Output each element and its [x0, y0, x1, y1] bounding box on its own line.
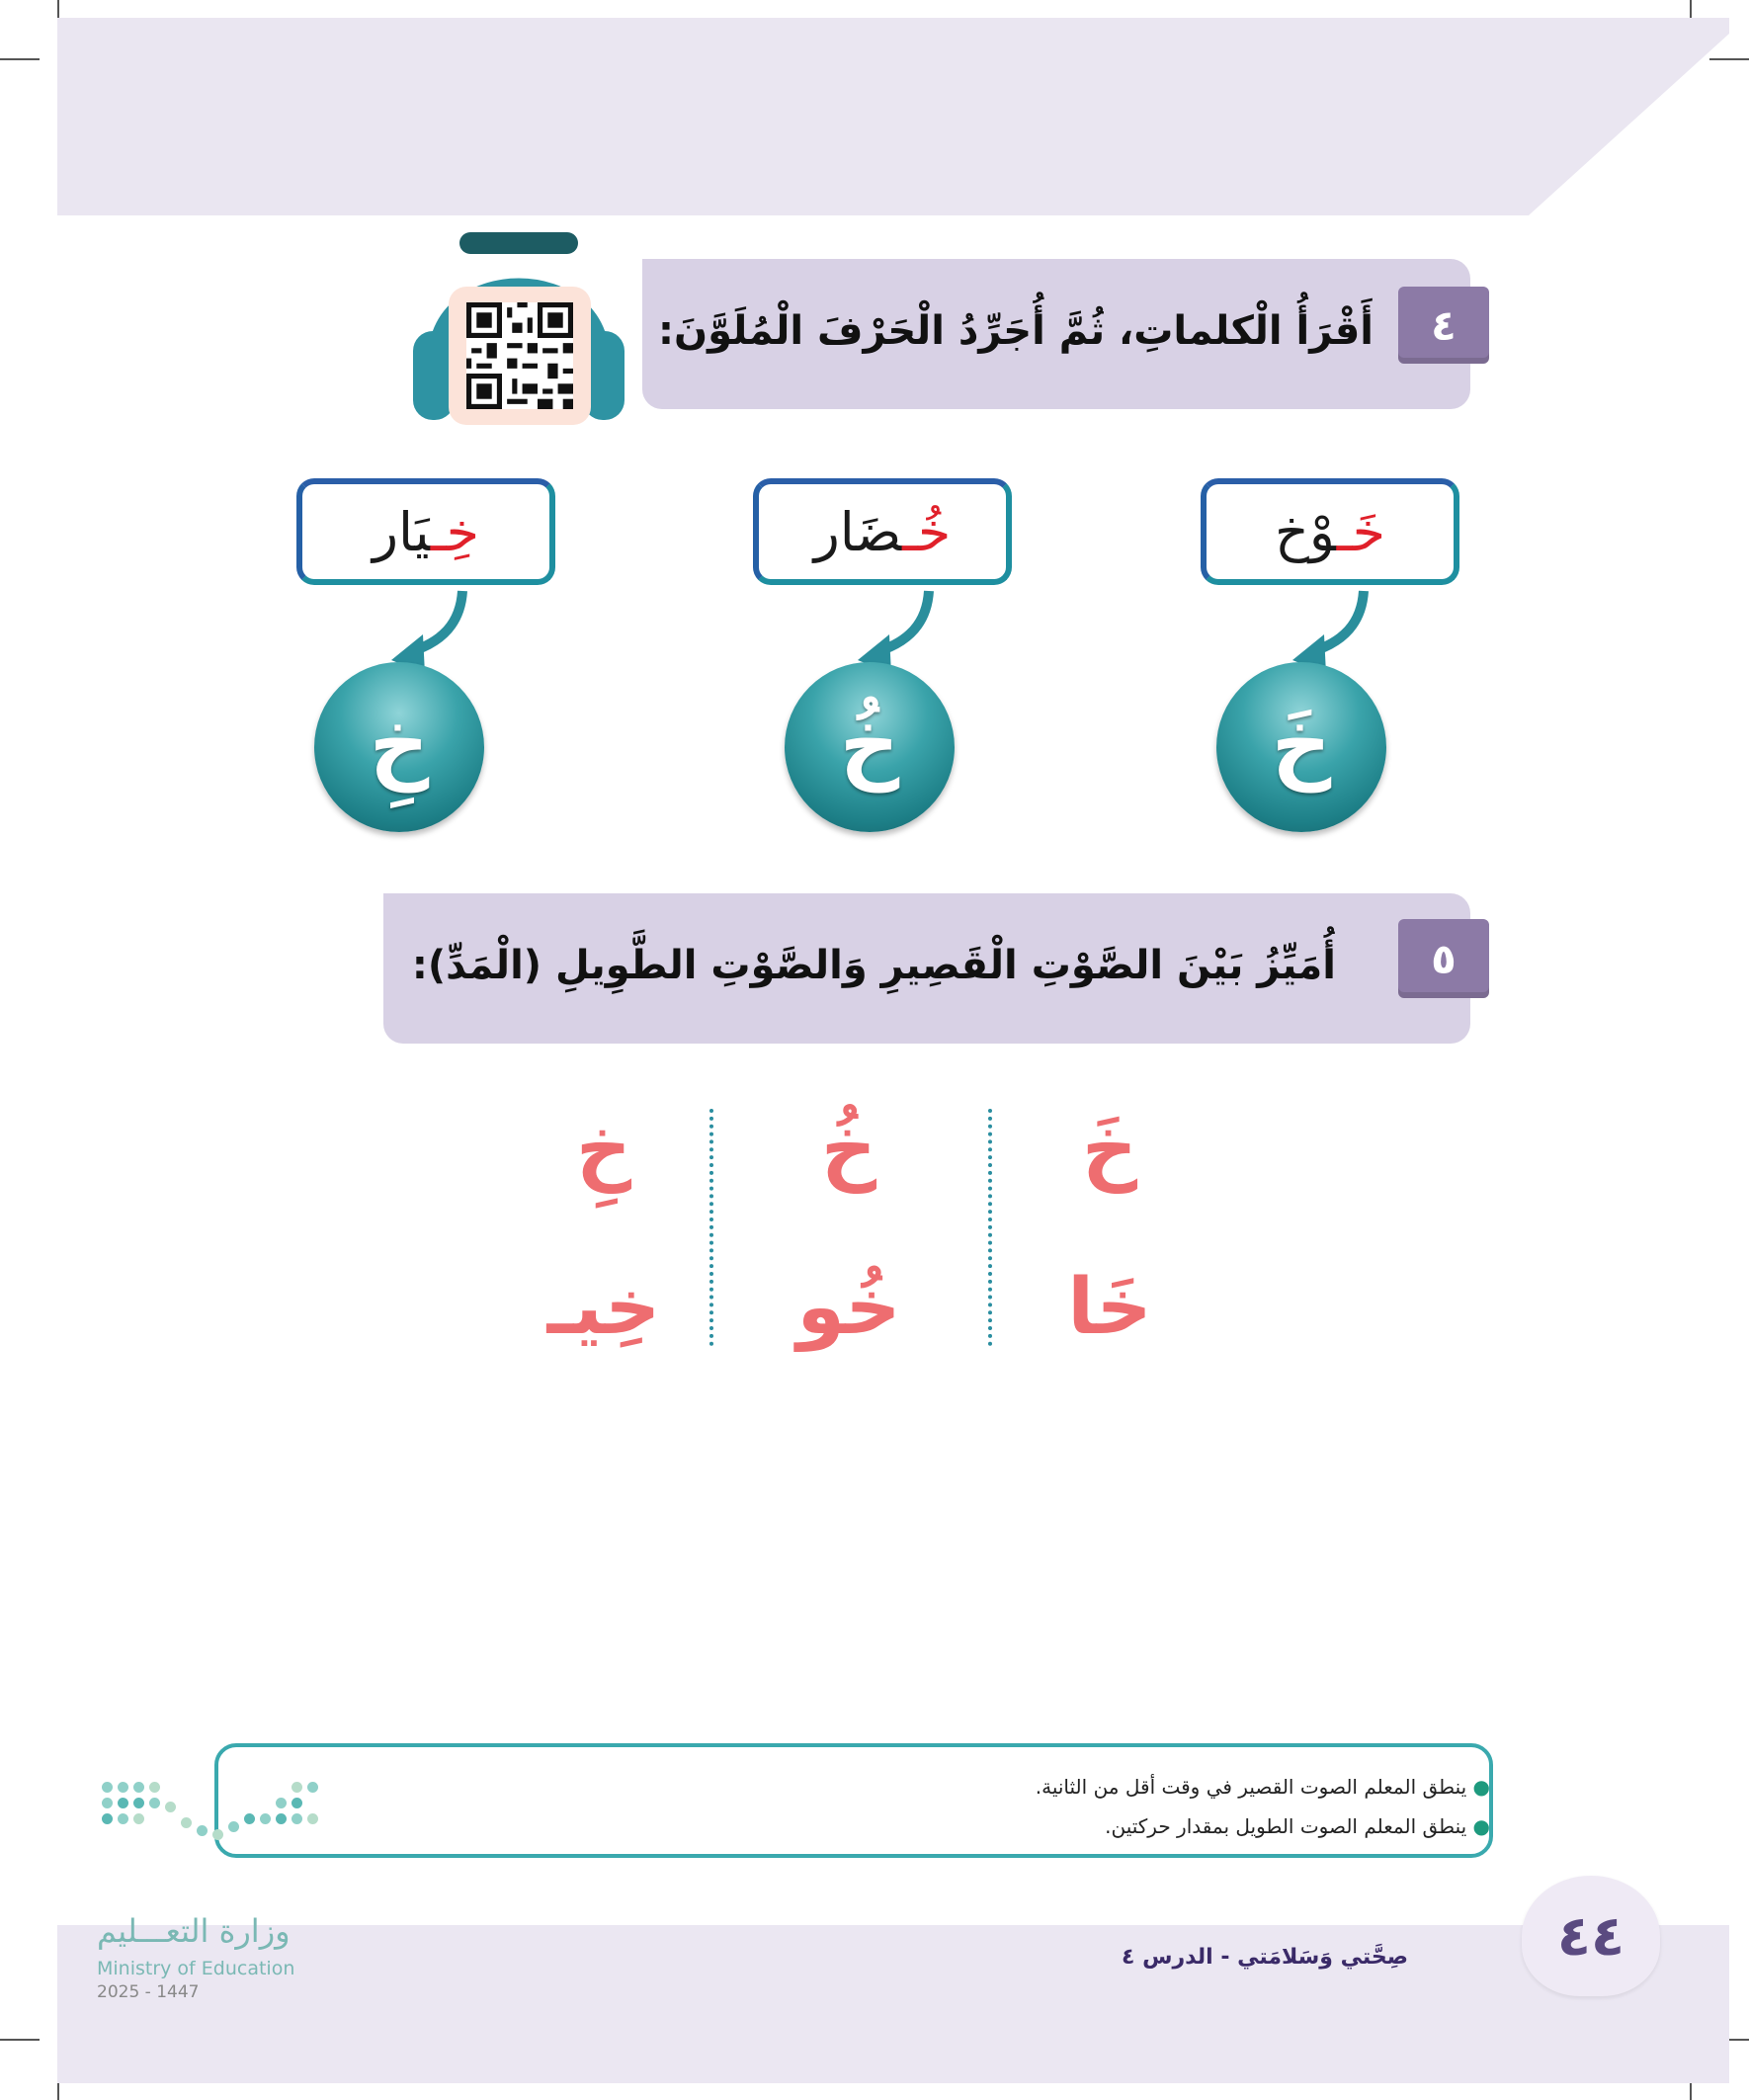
word-box-1	[1201, 478, 1459, 585]
short-vowel-3: خِ	[575, 1105, 632, 1194]
top-banner	[57, 18, 1729, 215]
activity-4-number: ٤	[1398, 287, 1489, 364]
page-number: ٤٤	[1556, 1903, 1625, 1969]
edition-year: 2025 - 1447	[97, 1982, 200, 2002]
teacher-note-2: ● ينطق المعلم الصوت الطويل بمقدار حركتين.	[1105, 1814, 1490, 1838]
divider-2	[709, 1109, 713, 1346]
ministry-logo	[94, 1774, 321, 1902]
short-vowel-2: خُ	[820, 1105, 877, 1194]
word-1: خَـوْخ	[1275, 500, 1385, 563]
long-vowel-1: خَا	[1067, 1263, 1152, 1352]
letter-2: خُ	[839, 696, 900, 793]
long-vowel-3: خِيـ	[546, 1263, 661, 1352]
word-3: خِـيَار	[372, 500, 480, 563]
word-2: خُـضَار	[813, 500, 952, 563]
letter-1: خَ	[1271, 696, 1332, 793]
teacher-note-box	[214, 1743, 1493, 1858]
letter-3: خِ	[369, 696, 430, 793]
activity-5-number: ٥	[1398, 919, 1489, 998]
qr-code[interactable]	[449, 287, 591, 425]
letter-circle-2	[785, 662, 955, 832]
bullet-icon: ●	[1472, 1814, 1490, 1838]
short-vowel-1: خَ	[1081, 1105, 1138, 1194]
word-box-2	[753, 478, 1012, 585]
divider-1	[988, 1109, 992, 1346]
long-vowel-2: خُو	[796, 1263, 901, 1352]
letter-circle-3	[314, 662, 484, 832]
qr-code-icon	[466, 302, 573, 409]
teacher-note-1: ● ينطق المعلم الصوت القصير في وقت أقل من الثانية.	[1035, 1775, 1490, 1799]
word-box-3	[296, 478, 555, 585]
bullet-icon: ●	[1472, 1775, 1490, 1799]
ministry-name-ar: وزارة التعـــليم	[97, 1912, 291, 1950]
activity-5-instruction: أُمَيِّزُ بَيْنَ الصَّوْتِ الْقَصِيرِ وَالصَّوْتِ الطَّوِيلِ (الْمَدِّ):	[411, 943, 1336, 988]
page-number-badge	[1522, 1876, 1660, 1996]
letter-circle-1	[1216, 662, 1386, 832]
lesson-title: صِحَّتي وَسَلامَتي - الدرس ٤	[1122, 1945, 1408, 1970]
activity-4-instruction: أَقْرَأُ الْكلماتِ، ثُمَّ أُجَرِّدُ الْحَرْفَ الْمُلَوَّنَ:	[657, 308, 1374, 354]
ministry-name-en: Ministry of Education	[97, 1958, 295, 1979]
